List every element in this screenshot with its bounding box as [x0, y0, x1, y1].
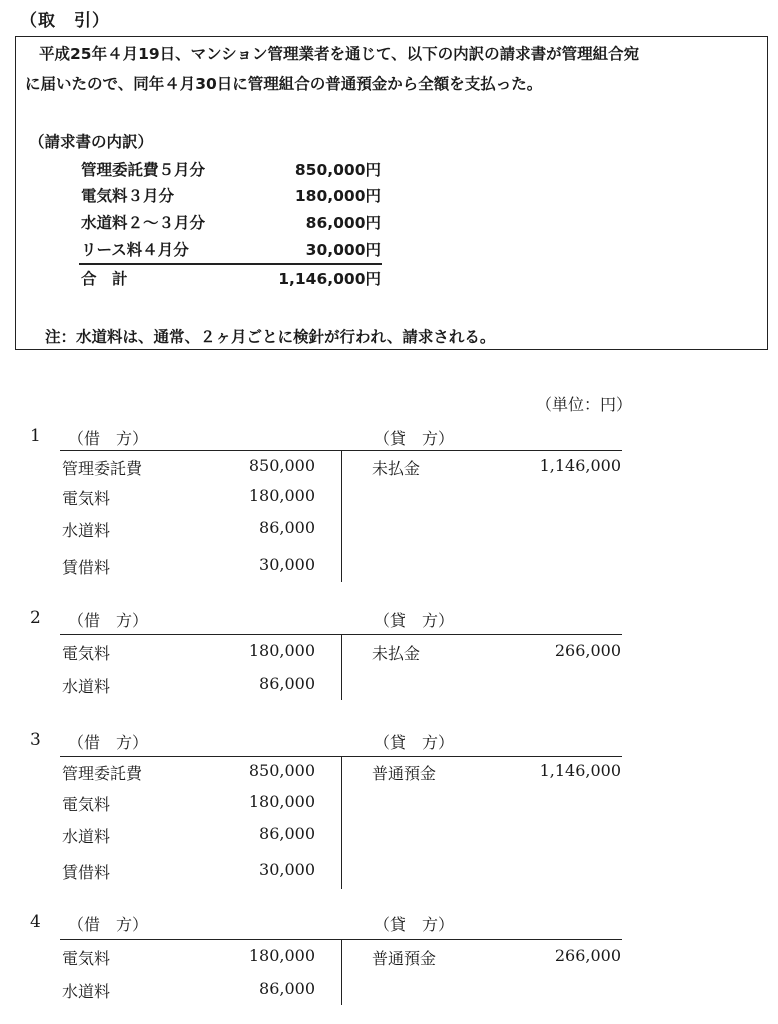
debit-account: 電気料 [62, 795, 111, 814]
credit-amount: 266,000 [554, 946, 621, 965]
column-divider [341, 634, 342, 700]
debit-amount: 30,000 [259, 555, 315, 574]
debit-amount: 30,000 [259, 860, 315, 879]
invoice-item-name: 管理委託費５月分 [81, 161, 206, 179]
invoice-item-amount: 30,000円 [305, 241, 381, 259]
credit-account: 未払金 [372, 644, 421, 663]
credit-account: 未払金 [372, 459, 421, 478]
debit-amount: 86,000 [259, 979, 315, 998]
debit-account: 水道料 [62, 827, 111, 846]
debit-header: （借 方） [68, 429, 149, 448]
invoice-item-name: 電気料３月分 [81, 187, 175, 205]
debit-amount: 86,000 [259, 518, 315, 537]
debit-account: 電気料 [62, 949, 111, 968]
choice-number: 4 [30, 912, 41, 932]
transaction-line-2: に届いたので、同年４月30日に管理組合の普通預金から全額を支払った。 [25, 75, 543, 93]
choice-number: 2 [30, 608, 41, 628]
debit-amount: 86,000 [259, 674, 315, 693]
invoice-item [81, 158, 381, 184]
invoice-heading: （請求書の内訳） [29, 133, 154, 151]
credit-amount: 1,146,000 [539, 761, 621, 780]
debit-header: （借 方） [68, 611, 149, 630]
invoice-total-label: 合 計 [81, 270, 128, 288]
transaction-box [15, 36, 768, 350]
invoice-item-name: 水道料２～３月分 [81, 214, 206, 232]
choice-number: 1 [30, 426, 41, 446]
credit-amount: 266,000 [554, 641, 621, 660]
debit-amount: 850,000 [248, 761, 315, 780]
debit-header: （借 方） [68, 733, 149, 752]
debit-account: 管理委託費 [62, 764, 143, 783]
debit-account: 水道料 [62, 521, 111, 540]
column-divider [341, 939, 342, 1005]
credit-header: （貸 方） [374, 429, 455, 448]
transaction-line-1: 平成25年４月19日、マンション管理業者を通じて、以下の内訳の請求書が管理組合宛 [39, 45, 640, 63]
credit-header: （貸 方） [374, 733, 455, 752]
transaction-note: 注：水道料は、通常、２ヶ月ごとに検針が行われ、請求される。 [45, 328, 496, 346]
credit-header: （貸 方） [374, 915, 455, 934]
invoice-item [81, 238, 381, 264]
debit-account: 管理委託費 [62, 459, 143, 478]
credit-amount: 1,146,000 [539, 456, 621, 475]
invoice-item-amount: 850,000円 [294, 161, 381, 179]
choice-number: 3 [30, 730, 41, 750]
debit-amount: 180,000 [248, 486, 315, 505]
credit-header: （貸 方） [374, 611, 455, 630]
credit-account: 普通預金 [372, 764, 437, 783]
invoice-item [81, 184, 381, 210]
invoice-total-amount: 1,146,000円 [278, 270, 381, 288]
credit-account: 普通預金 [372, 949, 437, 968]
debit-header: （借 方） [68, 915, 149, 934]
debit-account: 水道料 [62, 677, 111, 696]
invoice-total [81, 267, 381, 293]
column-divider [341, 450, 342, 582]
invoice-item-name: リース料４月分 [81, 241, 189, 259]
invoice-total-rule [79, 263, 382, 265]
debit-account: 電気料 [62, 489, 111, 508]
debit-account: 水道料 [62, 982, 111, 1001]
invoice-item-amount: 180,000円 [294, 187, 381, 205]
unit-label: （単位：円） [536, 395, 633, 414]
column-divider [341, 756, 342, 889]
debit-amount: 180,000 [248, 946, 315, 965]
transaction-heading: （取 引） [20, 11, 110, 31]
debit-account: 電気料 [62, 644, 111, 663]
debit-amount: 180,000 [248, 641, 315, 660]
debit-amount: 850,000 [248, 456, 315, 475]
debit-account: 賃借料 [62, 558, 111, 577]
invoice-item-amount: 86,000円 [305, 214, 381, 232]
debit-amount: 180,000 [248, 792, 315, 811]
debit-amount: 86,000 [259, 824, 315, 843]
debit-account: 賃借料 [62, 863, 111, 882]
invoice-item [81, 211, 381, 237]
